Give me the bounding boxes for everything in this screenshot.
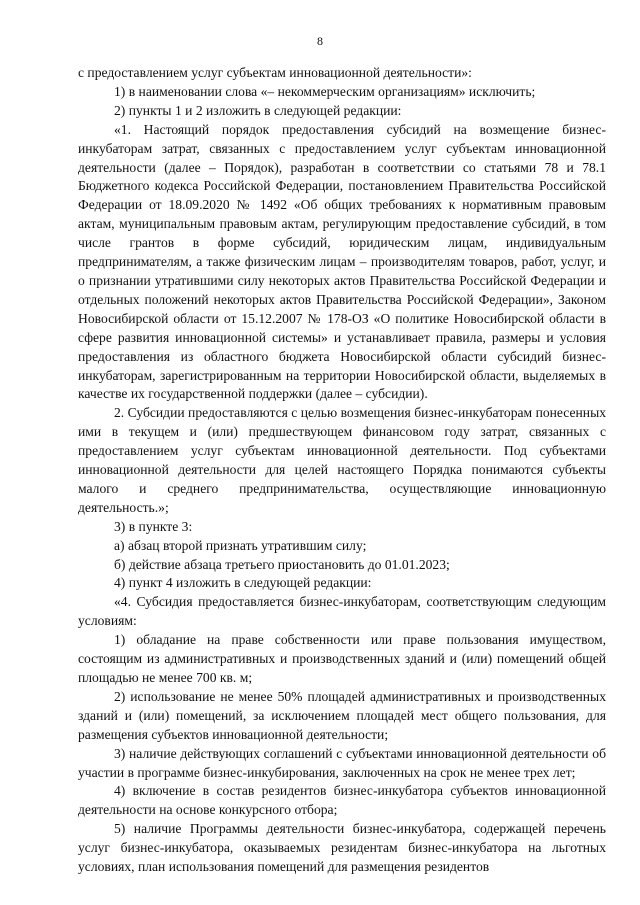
paragraph-clause-4: «4. Субсидия предоставляется бизнес-инкубаторам, соответствующим следующим условиям:	[78, 594, 606, 629]
paragraph-subitem-b: б) действие абзаца третьего приостановить до 01.01.2023;	[114, 556, 450, 572]
paragraph-clause-1: «1. Настоящий порядок предоставления субсидий на возмещение бизнес-инкубаторам затрат, связанных с предоставлением услуг субъектам инновационной деятельности (далее – Порядок), разработан в соответствии со статьями 78 и 78.1 Бюджетного кодекса Российской Федерации, постановлением Правительства Российской Федерации от 18.09.2020 № 1492 «Об общих требованиях к нормативным правовым актам, муниципальным правовым актам, регулирующим предоставление субсидий, в том числе грантов в форме субсидий, юридическим лицам, индивидуальным предпринимателям, а также физическим лицам – производителям товаров, работ, услуг, и о признании утратившими силу некоторых актов Правительства Российской Федерации и отдельных положений некоторых актов Правительства Российской Федерации», Законом Новосибирской области от 15.12.2007 № 178-ОЗ «О политике Новосибирской области в сфере развития инновационной системы» и устанавливает правила, размеры и условия предоставления из областного бюджета Новосибирской области субсидий бизнес-инкубаторам, зарегистрированным на территории Новосибирской области, выделяемых в качестве их государственной поддержки (далее – субсидии).	[78, 121, 606, 402]
paragraph-continuation: с предоставлением услуг субъектам инновационной деятельности»:	[78, 65, 472, 80]
paragraph-item-3: 3) в пункте 3:	[114, 518, 193, 534]
paragraph-item-2: 2) пункты 1 и 2 изложить в следующей редакции:	[114, 102, 402, 118]
paragraph-subitem-a: а) абзац второй признать утратившим силу;	[114, 537, 367, 553]
paragraph-condition-5: 5) наличие Программы деятельности бизнес-инкубатора, содержащей перечень услуг бизнес-инкубатора, оказываемых резидентам бизнес-инкубатора на льготных условиях, план использования помещений для размещения резидентов	[78, 821, 606, 875]
paragraph-condition-3: 3) наличие действующих соглашений с субъектами инновационной деятельности об участии в программе бизнес-инкубирования, заключенных на срок не менее трех лет;	[78, 745, 606, 780]
paragraph-condition-2: 2) использование не менее 50% площадей административных и производственных зданий и (или) помещений, за исключением площадей мест общего пользования, для размещения субъектов инновационной деятельности;	[78, 688, 606, 742]
paragraph-condition-4: 4) включение в состав резидентов бизнес-инкубатора субъектов инновационной деятельности на основе конкурсного отбора;	[78, 783, 606, 818]
page-number: 8	[317, 34, 323, 48]
paragraph-item-1: 1) в наименовании слова «– некоммерческим организациям» исключить;	[114, 83, 536, 99]
paragraph-condition-1: 1) обладание на праве собственности или праве пользования имуществом, состоящим из административных и производственных зданий и (или) помещений общей площадью не менее 700 кв. м;	[78, 632, 606, 685]
document-body	[78, 64, 606, 877]
paragraph-item-4: 4) пункт 4 изложить в следующей редакции:	[114, 575, 372, 591]
paragraph-clause-2: 2. Субсидии предоставляются с целью возмещения бизнес-инкубаторам понесенных ими в текущем и (или) предшествующем финансовом году затрат, связанных с предоставлением услуг субъектам инновационной деятельности. Под субъектами инновационной деятельности для целей настоящего Порядка понимаются субъекты малого и среднего предпринимательства, осуществляющие инновационную деятельность.»;	[78, 405, 606, 515]
